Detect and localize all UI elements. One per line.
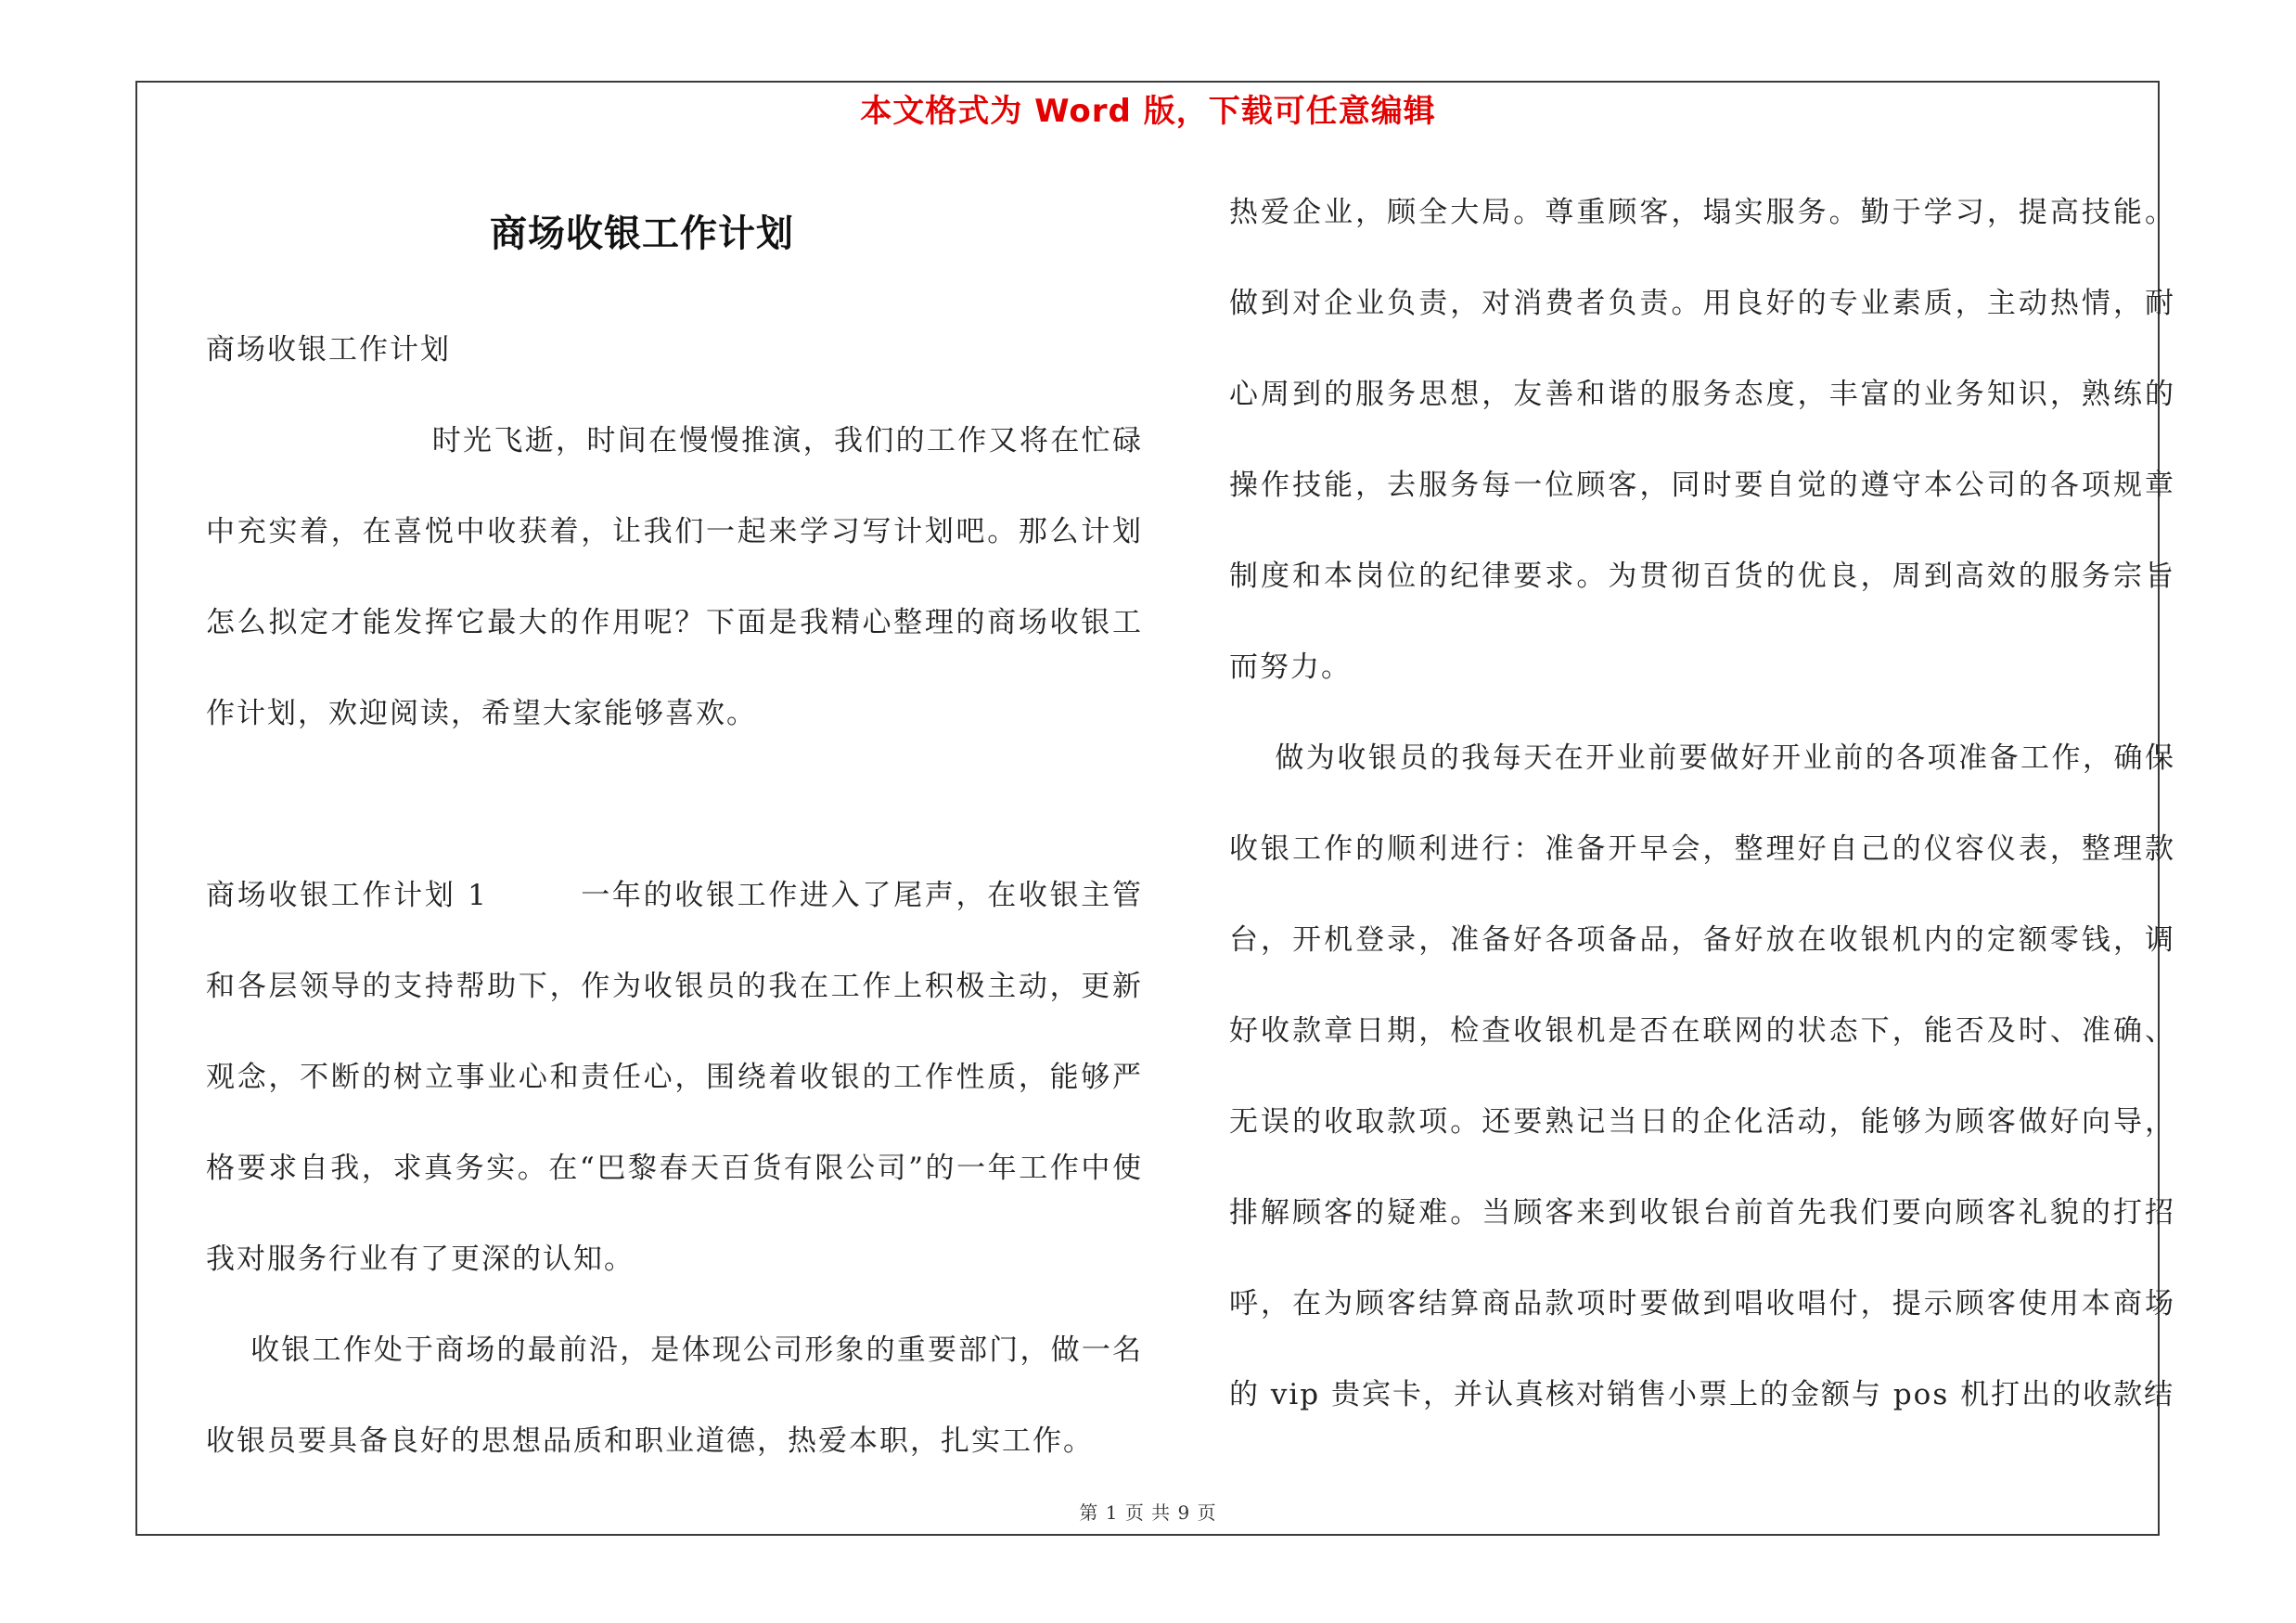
cashier-role-paragraph: 收银工作处于商场的最前沿，是体现公司形象的重要部门，做一名收银员要具备良好的思想品质和职业道德，热爱本职，扎实工作。	[206, 1333, 1144, 1458]
document-subtitle: 商场收银工作计划	[206, 333, 451, 367]
daily-routine-paragraph: 做为收银员的我每天在开业前要做好开业前的各项准备工作，确保收银工作的顺利进行：准备开早会，整理好自己的仪容仪表，整理款台，开机登录，准备好各项备品，备好放在收银机内的定额零钱，调好收款章日期，检查收银机是否在联网的状态下，能否及时、准确、无误的收取款项。还要熟记当日的企化活动，能够为顾客做好向导，排解顾客的疑难。当顾客来到收银台前首先我们要向顾客礼貌的打招呼，在为顾客结算商品款项时要做到唱收唱付，提示顾客使用本商场的 vip 贵宾卡，并认真核对销售小票上的金额与 pos 机打出的收款结	[1229, 741, 2176, 1411]
service-attitude-paragraph: 热爱企业，顾全大局。尊重顾客，塌实服务。勤于学习，提高技能。做到对企业负责，对消费者负责。用良好的专业素质，主动热情，耐心周到的服务思想，友善和谐的服务态度，丰富的业务知识，熟练的操作技能，去服务每一位顾客，同时要自觉的遵守本公司的各项规章制度和本岗位的纪律要求。为贯彻百货的优良，周到高效的服务宗旨而努力。	[1229, 196, 2175, 684]
word-format-banner: 本文格式为 Word 版，下载可任意编辑	[860, 93, 1436, 130]
left-column	[206, 304, 1143, 1487]
document-title: 商场收银工作计划	[490, 213, 794, 255]
page-number-footer: 第 1 页 共 9 页	[1079, 1501, 1217, 1524]
right-column	[1229, 167, 2175, 1440]
paragraph-gap	[206, 759, 1143, 850]
intro-paragraph: 时光飞逝，时间在慢慢推演，我们的工作又将在忙碌中充实着，在喜悦中收获着，让我们一起来学习写计划吧。那么计划怎么拟定才能发挥它最大的作用呢？下面是我精心整理的商场收银工作计划，欢迎阅读，希望大家能够喜欢。	[206, 424, 1143, 730]
section-1-paragraph: 商场收银工作计划 1 一年的收银工作进入了尾声，在收银主管和各层领导的支持帮助下，作为收银员的我在工作上积极主动，更新观念，不断的树立事业心和责任心，围绕着收银的工作性质，能够严格要求自我，求真务实。在“巴黎春天百货有限公司”的一年工作中使我对服务行业有了更深的认知。	[206, 879, 1143, 1276]
